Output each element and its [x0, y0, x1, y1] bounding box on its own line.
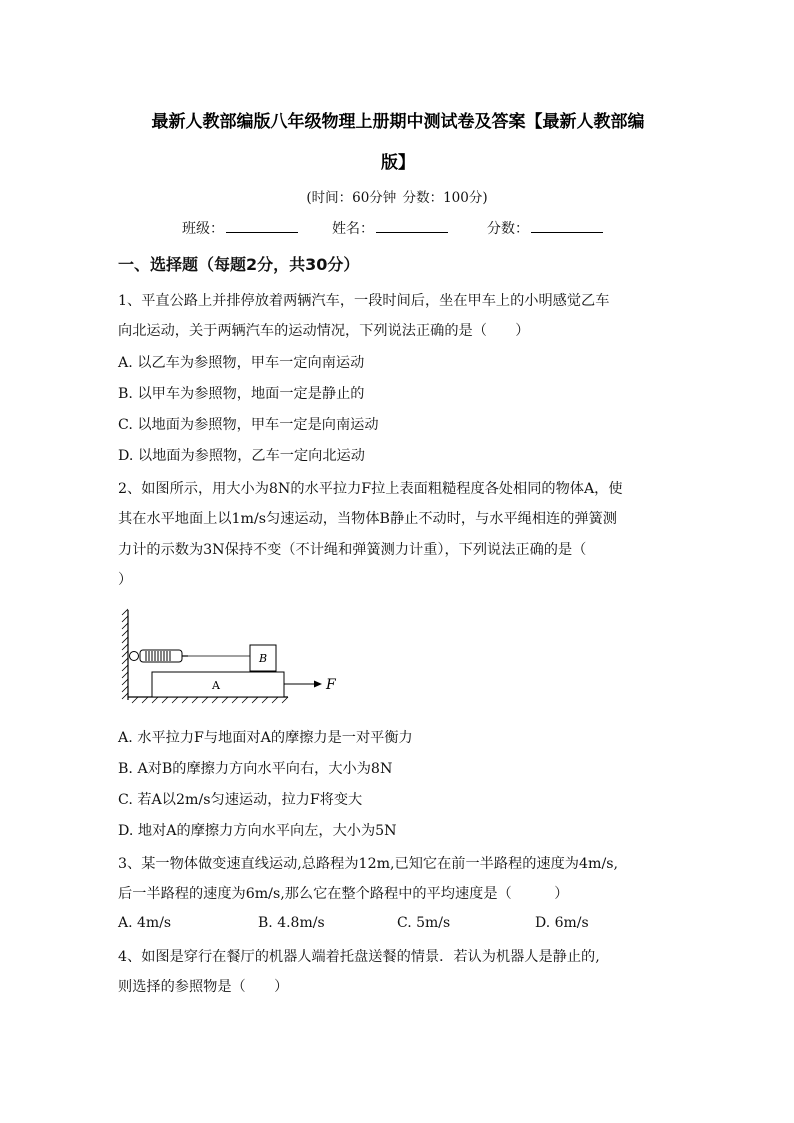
wall-hatching: [122, 609, 128, 699]
section-heading-choice: 一、选择题（每题2分，共30分）: [118, 255, 360, 274]
score-field: [487, 218, 603, 238]
exam-title-line2: 版】: [381, 153, 415, 173]
q3-stem-line1: 3、某一物体做变速直线运动,总路程为12m,已知它在前一半路程的速度为4m/s,: [118, 856, 619, 872]
q2-option-d: D. 地对A的摩擦力方向水平向左，大小为5N: [118, 823, 397, 839]
q3-option-c: C. 5m/s: [397, 915, 451, 931]
q4-stem-line2: 则选择的参照物是（ ）: [118, 979, 289, 995]
force-arrow-head-icon: [314, 681, 322, 688]
q2-force-diagram: [118, 605, 358, 705]
q3-option-d: D. 6m/s: [535, 915, 589, 931]
q1-option-b: B. 以甲车为参照物，地面一定是静止的: [118, 386, 365, 402]
class-blank[interactable]: [226, 218, 298, 233]
exam-title-line1: 最新人教部编版八年级物理上册期中测试卷及答案【最新人教部编: [151, 112, 645, 132]
q1-option-a: A. 以乙车为参照物，甲车一定向南运动: [118, 355, 365, 371]
force-label: F: [326, 677, 336, 693]
q4-stem-line1: 4、如图是穿行在餐厅的机器人端着托盘送餐的情景．若认为机器人是静止的,: [118, 949, 600, 965]
q1-option-c: C. 以地面为参照物，甲车一定是向南运动: [118, 417, 379, 433]
class-label: 班级：: [182, 221, 224, 237]
q1-stem-line2: 向北运动，关于两辆汽车的运动情况，下列说法正确的是（ ）: [118, 323, 530, 339]
q2-stem-line4: ）: [118, 572, 133, 588]
name-label: 姓名：: [332, 221, 374, 237]
block-a-label: A: [212, 679, 220, 692]
ground-hatching: [132, 697, 288, 703]
q3-option-a: A. 4m/s: [118, 915, 172, 931]
q2-stem-line2: 其在水平地面上以1m/s匀速运动，当物体B静止不动时，与水平绳相连的弹簧测: [118, 511, 617, 527]
scale-ring-icon: [130, 652, 139, 661]
q2-stem-line3: 力计的示数为3N保持不变（不计绳和弹簧测力计重），下列说法正确的是（: [118, 542, 587, 558]
q1-stem-line1: 1、平直公路上并排停放着两辆汽车，一段时间后，坐在甲车上的小明感觉乙车: [118, 293, 610, 309]
score-blank[interactable]: [531, 218, 603, 233]
q2-stem-line1: 2、如图所示，用大小为8N的水平拉力F拉上表面粗糙程度各处相同的物体A，使: [118, 481, 623, 497]
name-field: [332, 218, 448, 238]
score-label: 分数：: [487, 221, 529, 237]
q2-option-a: A. 水平拉力F与地面对A的摩擦力是一对平衡力: [118, 730, 413, 746]
class-field: [182, 218, 298, 238]
q3-stem-line2: 后一半路程的速度为6m/s,那么它在整个路程中的平均速度是（ ）: [118, 886, 569, 902]
q1-option-d: D. 以地面为参照物，乙车一定向北运动: [118, 448, 365, 464]
block-b-label: B: [258, 652, 268, 665]
q3-option-b: B. 4.8m/s: [258, 915, 325, 931]
q2-option-c: C. 若A以2m/s匀速运动，拉力F将变大: [118, 792, 363, 808]
name-blank[interactable]: [376, 218, 448, 233]
q2-option-b: B. A对B的摩擦力方向水平向右，大小为8N: [118, 761, 393, 777]
exam-time-score: (时间：60分钟 分数：100分): [306, 190, 488, 206]
